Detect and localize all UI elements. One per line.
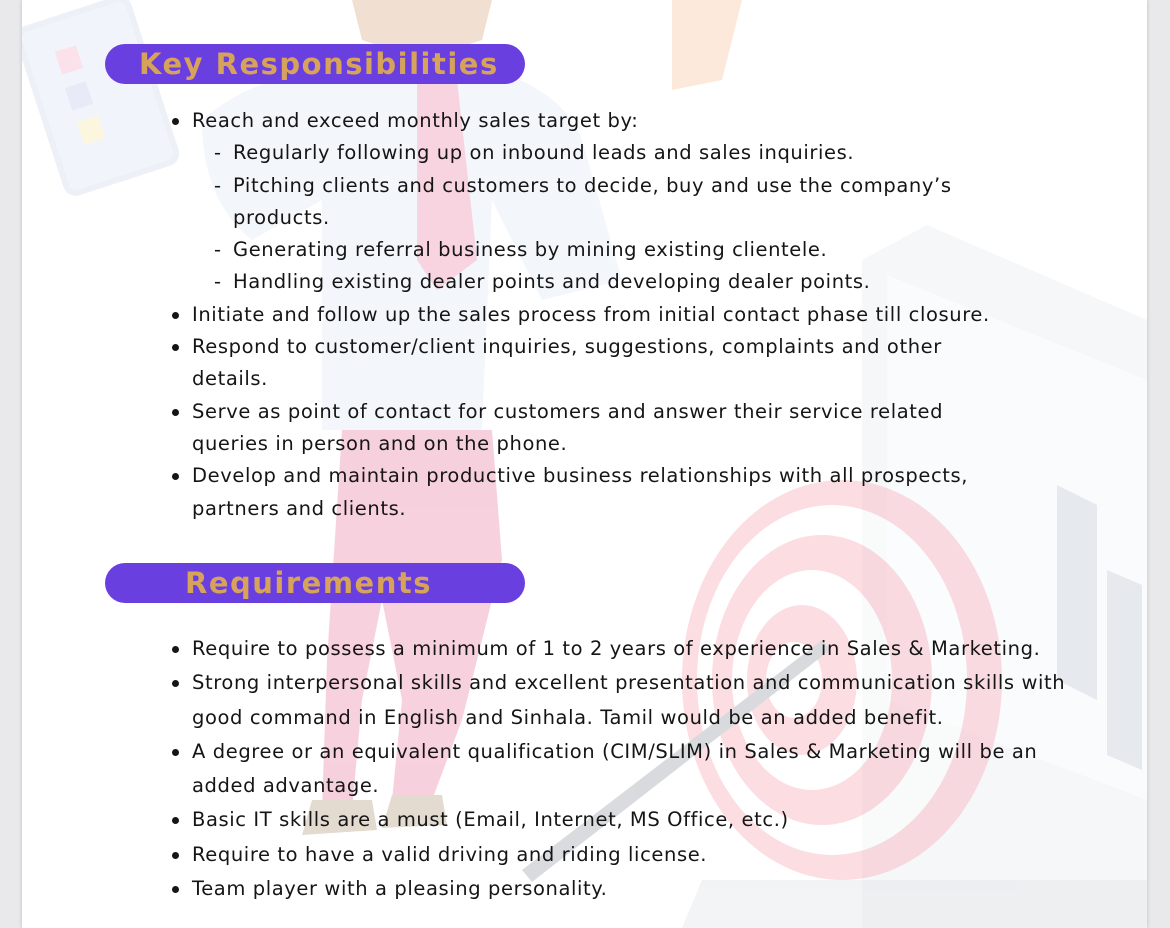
list-item-text: Require to possess a minimum of 1 to 2 years of experience in Sales & Marketing. bbox=[192, 637, 1041, 660]
list-item-text: Reach and exceed monthly sales target by: bbox=[192, 109, 639, 132]
list-item bbox=[172, 396, 982, 461]
list-item-text: Serve as point of contact for customers and answer their service related queries in person and on the phone. bbox=[192, 399, 944, 455]
list-item-text: A degree or an equivalent qualification (CIM/SLIM) in Sales & Marketing will be an added advantage. bbox=[192, 739, 1038, 798]
sub-list bbox=[192, 137, 1042, 298]
list-item bbox=[172, 803, 1092, 837]
list-item bbox=[172, 105, 1042, 299]
list-item bbox=[172, 299, 1042, 331]
list-item bbox=[172, 632, 1092, 666]
list-item-text: Basic IT skills are a must (Email, Internet, MS Office, etc.) bbox=[192, 808, 789, 832]
requirements-list bbox=[172, 632, 1112, 906]
key-responsibilities-heading: Key Responsibilities bbox=[105, 44, 525, 84]
sub-list-item-text: Regularly following up on inbound leads and sales inquiries. bbox=[233, 141, 855, 165]
sub-list-item bbox=[214, 170, 993, 235]
list-item-text: Initiate and follow up the sales process from initial contact phase till closure. bbox=[192, 302, 990, 326]
list-item bbox=[172, 735, 1092, 804]
list-item bbox=[172, 872, 1092, 906]
list-item-text: Respond to customer/client inquiries, suggestions, complaints and other details. bbox=[192, 335, 942, 391]
sub-list-item bbox=[214, 234, 1042, 266]
list-item bbox=[172, 331, 982, 396]
content bbox=[22, 0, 1147, 928]
list-item-text: Strong interpersonal skills and excellent presentation and communication skills with good command in English and Sinhala. Tamil would be an added benefit. bbox=[192, 671, 1066, 729]
list-item bbox=[172, 666, 1112, 735]
list-item-text: Develop and maintain productive business relationships with all prospects, partners and clients. bbox=[192, 464, 969, 520]
sub-list-item bbox=[214, 266, 1042, 298]
list-item-text: Team player with a pleasing personality. bbox=[192, 877, 608, 901]
list-item bbox=[172, 838, 1092, 872]
list-item bbox=[172, 460, 1007, 525]
sub-list-item-text: Generating referral business by mining existing clientele. bbox=[233, 238, 828, 262]
responsibilities-list bbox=[172, 105, 1042, 525]
sub-list-item-text: Handling existing dealer points and developing dealer points. bbox=[233, 270, 871, 294]
requirements-heading: Requirements bbox=[105, 563, 525, 603]
list-item-text: Require to have a valid driving and riding license. bbox=[192, 842, 708, 866]
sub-list-item-text: Pitching clients and customers to decide, buy and use the company’s products. bbox=[233, 173, 952, 229]
document-page bbox=[22, 0, 1147, 928]
sub-list-item bbox=[214, 137, 1042, 169]
